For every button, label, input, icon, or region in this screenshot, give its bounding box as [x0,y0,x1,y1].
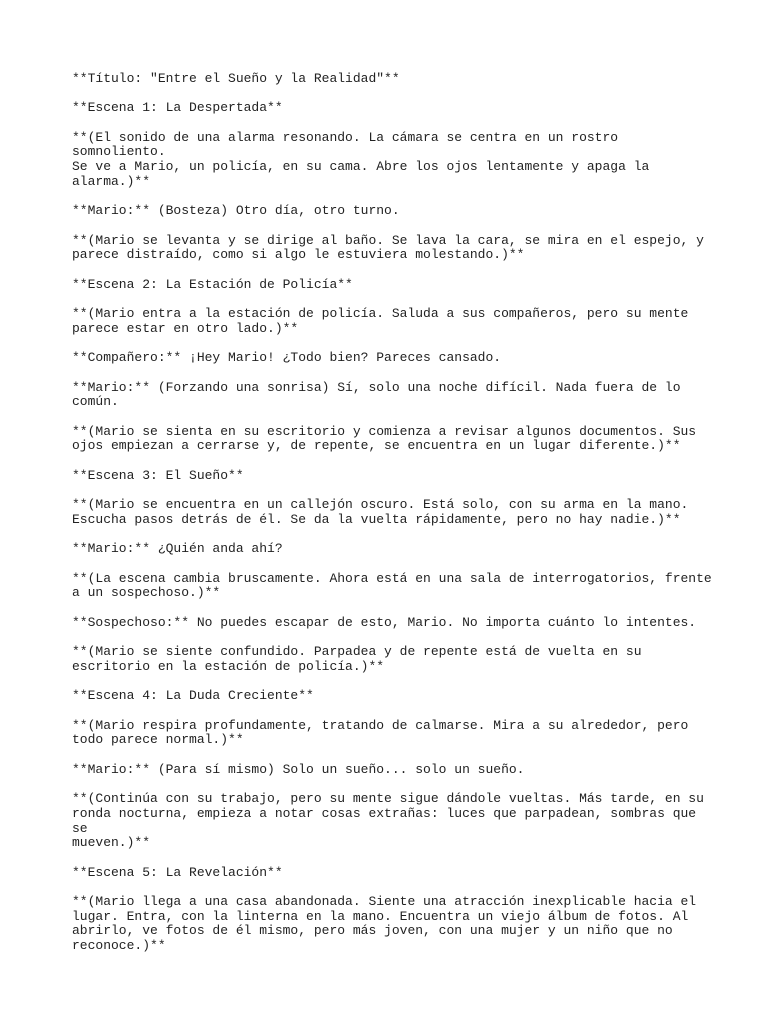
scene-heading: **Escena 1: La Despertada** [72,100,283,116]
dialogue-line: **Mario:** ¿Quién anda ahí? [72,541,283,557]
dialogue-line: **Compañero:** ¡Hey Mario! ¿Todo bien? Pareces cansado. [72,350,502,366]
dialogue-line: **Mario:** (Para sí mismo) Solo un sueño... solo un sueño. [72,761,525,777]
scene-heading: **Escena 5: La Revelación** [72,864,283,880]
dialogue-line: **Mario:** (Bosteza) Otro día, otro turno. [72,203,400,219]
stage-direction: **(Mario se siente confundido. Parpadea y de repente está de vuelta en su escritorio en la estación de policía.)** [72,644,642,674]
dialogue-line: **Mario:** (Forzando una sonrisa) Sí, solo una noche difícil. Nada fuera de lo común. [72,379,681,410]
stage-direction: **(Mario se levanta y se dirige al baño. Se lava la cara, se mira en el espejo, y parece distraído, como si algo le estuviera molestando.)** [72,232,704,263]
stage-direction: **(Mario respira profundamente, tratando de calmarse. Mira a su alrededor, pero todo parece normal.)** [72,717,689,748]
stage-direction: **(Mario se encuentra en un callejón oscuro. Está solo, con su arma en la mano. Escucha pasos detrás de él. Se da la vuelta rápidamente, pero no hay nadie.)** [72,497,689,527]
stage-direction: **(La escena cambia bruscamente. Ahora está en una sala de interrogatorios, frente a un sospechoso.)** [72,570,712,601]
stage-direction: **(El sonido de una alarma resonando. La cámara se centra en un rostro somnoliento. Se ve a Mario, un policía, en su cama. Abre los ojos lentamente y apaga la alarma.)** [72,129,650,189]
document-title: **Título: "Entre el Sueño y la Realidad"** [72,71,400,86]
scene-heading: **Escena 2: La Estación de Policía** [72,276,353,292]
stage-direction: **(Continúa con su trabajo, pero su mente sigue dándole vueltas. Más tarde, en su ronda nocturna, empieza a notar cosas extrañas: luces que parpadean, sombras que se mueven.)** [72,791,704,851]
stage-direction: **(Mario entra a la estación de policía. Saluda a sus compañeros, pero su mente parece estar en otro lado.)** [72,306,689,336]
stage-direction: **(Mario llega a una casa abandonada. Siente una atracción inexplicable hacia el lugar. Entra, con la linterna en la mano. Encuentra un viejo álbum de fotos. Al abrirlo, ve fotos de él mismo, pero más joven, con una mujer y un niño que no reconoce.)** [72,894,697,954]
dialogue-line: **Sospechoso:** No puedes escapar de esto, Mario. No importa cuánto lo intentes. [72,614,697,630]
scene-heading: **Escena 3: El Sueño** [72,467,244,483]
stage-direction: **(Mario se sienta en su escritorio y comienza a revisar algunos documentos. Sus ojos empiezan a cerrarse y, de repente, se encuentra en un lugar diferente.)** [72,423,697,454]
scene-heading: **Escena 4: La Duda Creciente** [72,688,314,704]
document-page [72,72,712,969]
